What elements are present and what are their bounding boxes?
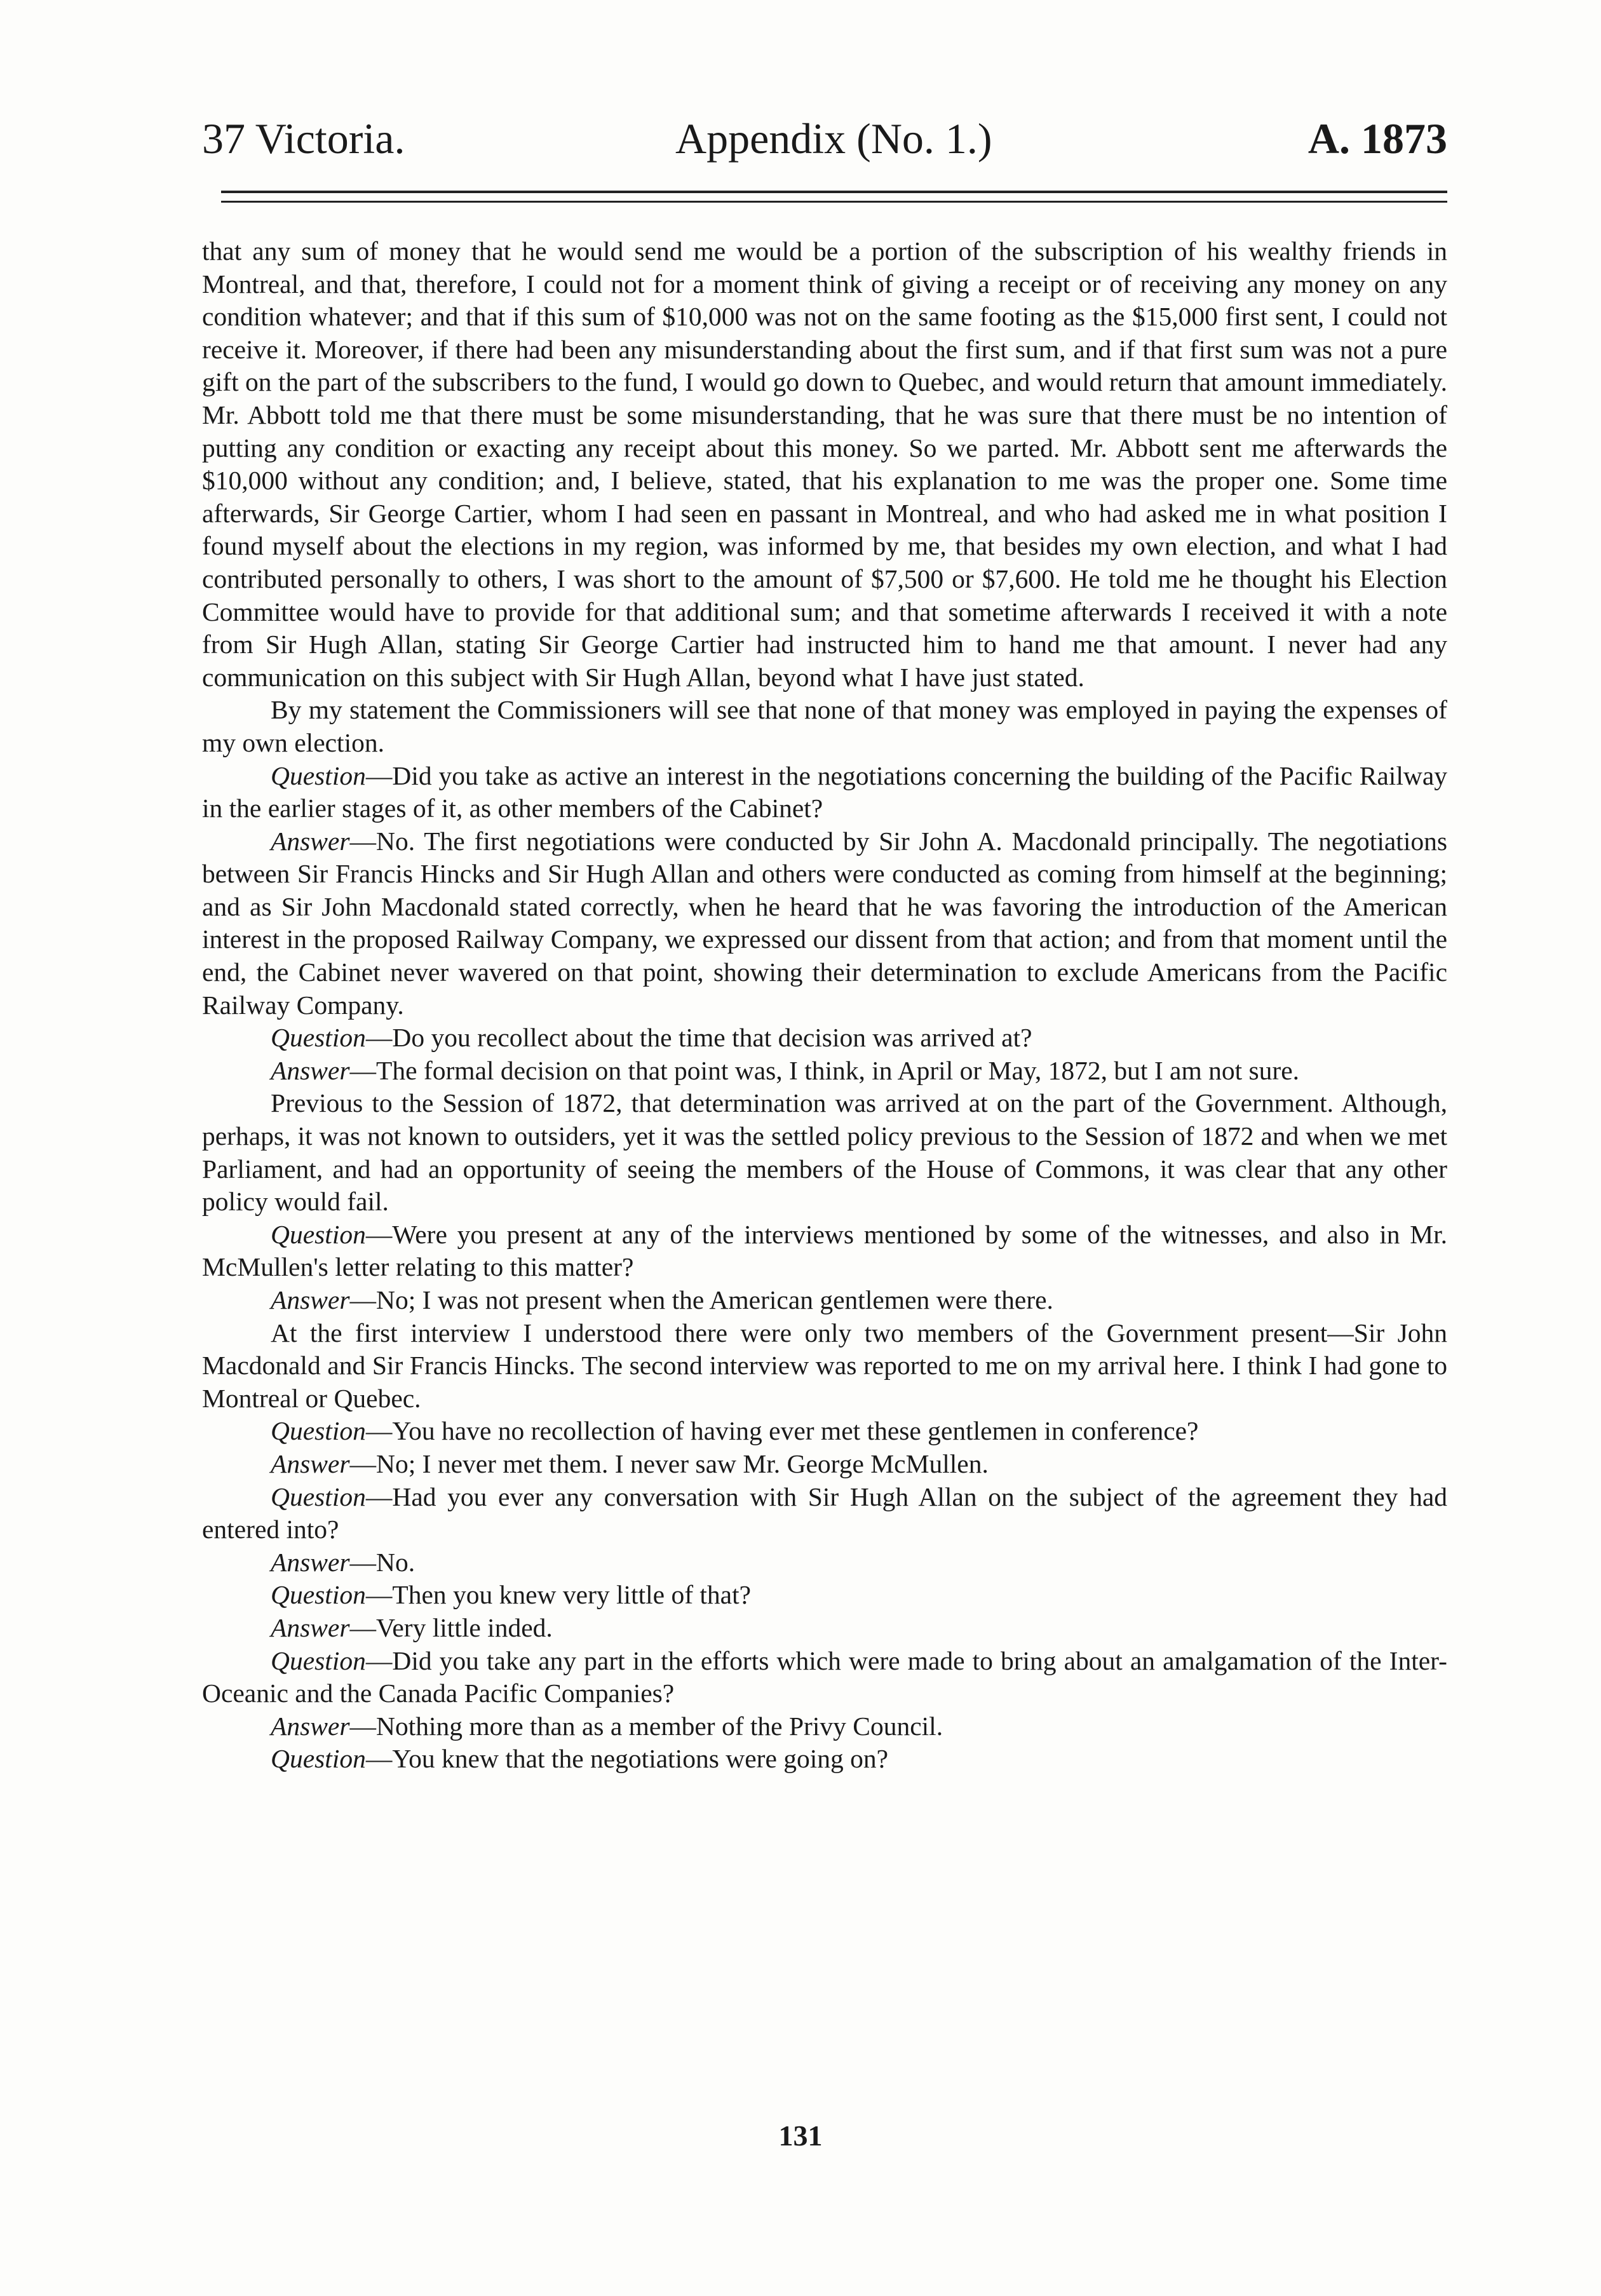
speaker-label: Question xyxy=(271,1645,366,1675)
paragraph: Answer—No. The first negotiations were conducted by Sir John A. Macdonald principally. The negotiations between Sir Francis Hincks and Sir Hugh Allan and others were conducted as coming from himself at the beginning; and as Sir John Macdonald stated correctly, when he heard that he was favoring the introduction of the American interest in the proposed Railway Company, we expressed our dissent from that action; and from that moment until the end, the Cabinet never wavered on that point, showing their determination to exclude Americans from the Pacific Railway Company. xyxy=(202,826,1447,1020)
paragraph: Question—Had you ever any conversation with Sir Hugh Allan on the subject of the agreement they had entered into? xyxy=(202,1482,1447,1544)
paragraph: Answer—Nothing more than as a member of the Privy Council. xyxy=(271,1711,943,1741)
speaker-label: Question xyxy=(271,1482,366,1511)
paragraph: Answer—No; I was not present when the American gentlemen were there. xyxy=(271,1285,1053,1314)
speaker-label: Answer xyxy=(271,1711,350,1741)
page-number: 131 xyxy=(778,2119,823,2152)
paragraph: Answer—Very little inded. xyxy=(271,1612,553,1642)
paragraph: Question—Then you knew very little of that? xyxy=(271,1580,752,1610)
paragraph: Previous to the Session of 1872, that determination was arrived at on the part of the Government. Although, perhaps, it was not known to outsiders, yet it was the settled policy previous to the Session of 1872 and when we met Parliament, and had an opportunity of seeing the members of the House of Commons, it was clear that any other policy would fail. xyxy=(202,1088,1447,1217)
paragraph: By my statement the Commissioners will see that none of that money was employed in paying the expenses of my own election. xyxy=(202,695,1447,757)
paragraph: Question—Were you present at any of the interviews mentioned by some of the witnesses, and also in Mr. McMullen's letter relating to this matter? xyxy=(202,1219,1447,1282)
paragraph: Answer—No. xyxy=(271,1547,415,1577)
speaker-label: Answer xyxy=(271,1547,350,1577)
speaker-label: Answer xyxy=(271,826,350,856)
speaker-label: Question xyxy=(271,1744,366,1774)
speaker-label: Question xyxy=(271,760,366,790)
header-rule-top xyxy=(221,191,1447,193)
speaker-label: Question xyxy=(271,1416,366,1446)
paragraph: Question—Did you take as active an interest in the negotiations concerning the building of the Pacific Railway in the earlier stages of it, as other members of the Cabinet? xyxy=(202,760,1447,823)
body-text xyxy=(202,235,1447,1776)
header-year: A. 1873 xyxy=(1307,114,1447,163)
running-header xyxy=(202,107,1447,170)
speaker-label: Answer xyxy=(271,1285,350,1314)
paragraph: Question—You have no recollection of having ever met these gentlemen in conference? xyxy=(271,1416,1199,1446)
paragraph: Answer—No; I never met them. I never saw Mr. George McMullen. xyxy=(271,1449,989,1478)
paragraph: Question—Do you recollect about the time that decision was arrived at? xyxy=(271,1023,1032,1053)
speaker-label: Answer xyxy=(271,1055,350,1085)
speaker-label: Question xyxy=(271,1580,366,1610)
speaker-label: Answer xyxy=(271,1612,350,1642)
paragraph: Answer—The formal decision on that point was, I think, in April or May, 1872, but I am not sure. xyxy=(271,1055,1300,1085)
speaker-label: Question xyxy=(271,1219,366,1249)
paragraph: Question—Did you take any part in the efforts which were made to bring about an amalgamation of the Inter-Oceanic and the Canada Pacific Companies? xyxy=(202,1645,1447,1708)
header-session: 37 Victoria. xyxy=(202,114,405,163)
paragraph: Question—You knew that the negotiations were going on? xyxy=(271,1744,889,1774)
paragraph: At the first interview I understood there were only two members of the Government present—Sir John Macdonald and Sir Francis Hincks. The second interview was reported to me on my arrival here. I think I had gone to Montreal or Quebec. xyxy=(202,1318,1447,1413)
speaker-label: Question xyxy=(271,1023,366,1053)
paragraph: that any sum of money that he would send me would be a portion of the subscription of his wealthy friends in Montreal, and that, therefore, I could not for a moment think of giving a receipt or of receiving any money on any condition whatever; and that if this sum of $10,000 was not on the same footing as the $15,000 first sent, I could not receive it. Moreover, if there had been any misunderstanding about the first sum, and if that first sum was not a pure gift on the part of the subscribers to the fund, I would go down to Quebec, and would return that amount immediately. Mr. Abbott told me that there must be some misunderstanding, that he was sure that there must be no intention of putting any condition or exacting any receipt about this money. So we parted. Mr. Abbott sent me afterwards the $10,000 without any condition; and, I believe, stated, that his explanation to me was the proper one. Some time afterwards, Sir George Cartier, whom I had seen en passant in Montreal, and who had asked me in what position I found myself about the elections in my region, was informed by me, that besides my own election, and what I had contributed personally to others, I was short to the amount of $7,500 or $7,600. He told me he thought his Election Committee would have to provide for that additional sum; and that sometime afterwards I received it with a note from Sir Hugh Allan, stating Sir George Cartier had instructed him to hand me that amount. I never had any communication on this subject with Sir Hugh Allan, beyond what I have just stated. xyxy=(202,236,1447,692)
header-appendix: Appendix (No. 1.) xyxy=(675,114,992,163)
speaker-label: Answer xyxy=(271,1449,350,1478)
header-rule-bottom xyxy=(221,201,1447,203)
